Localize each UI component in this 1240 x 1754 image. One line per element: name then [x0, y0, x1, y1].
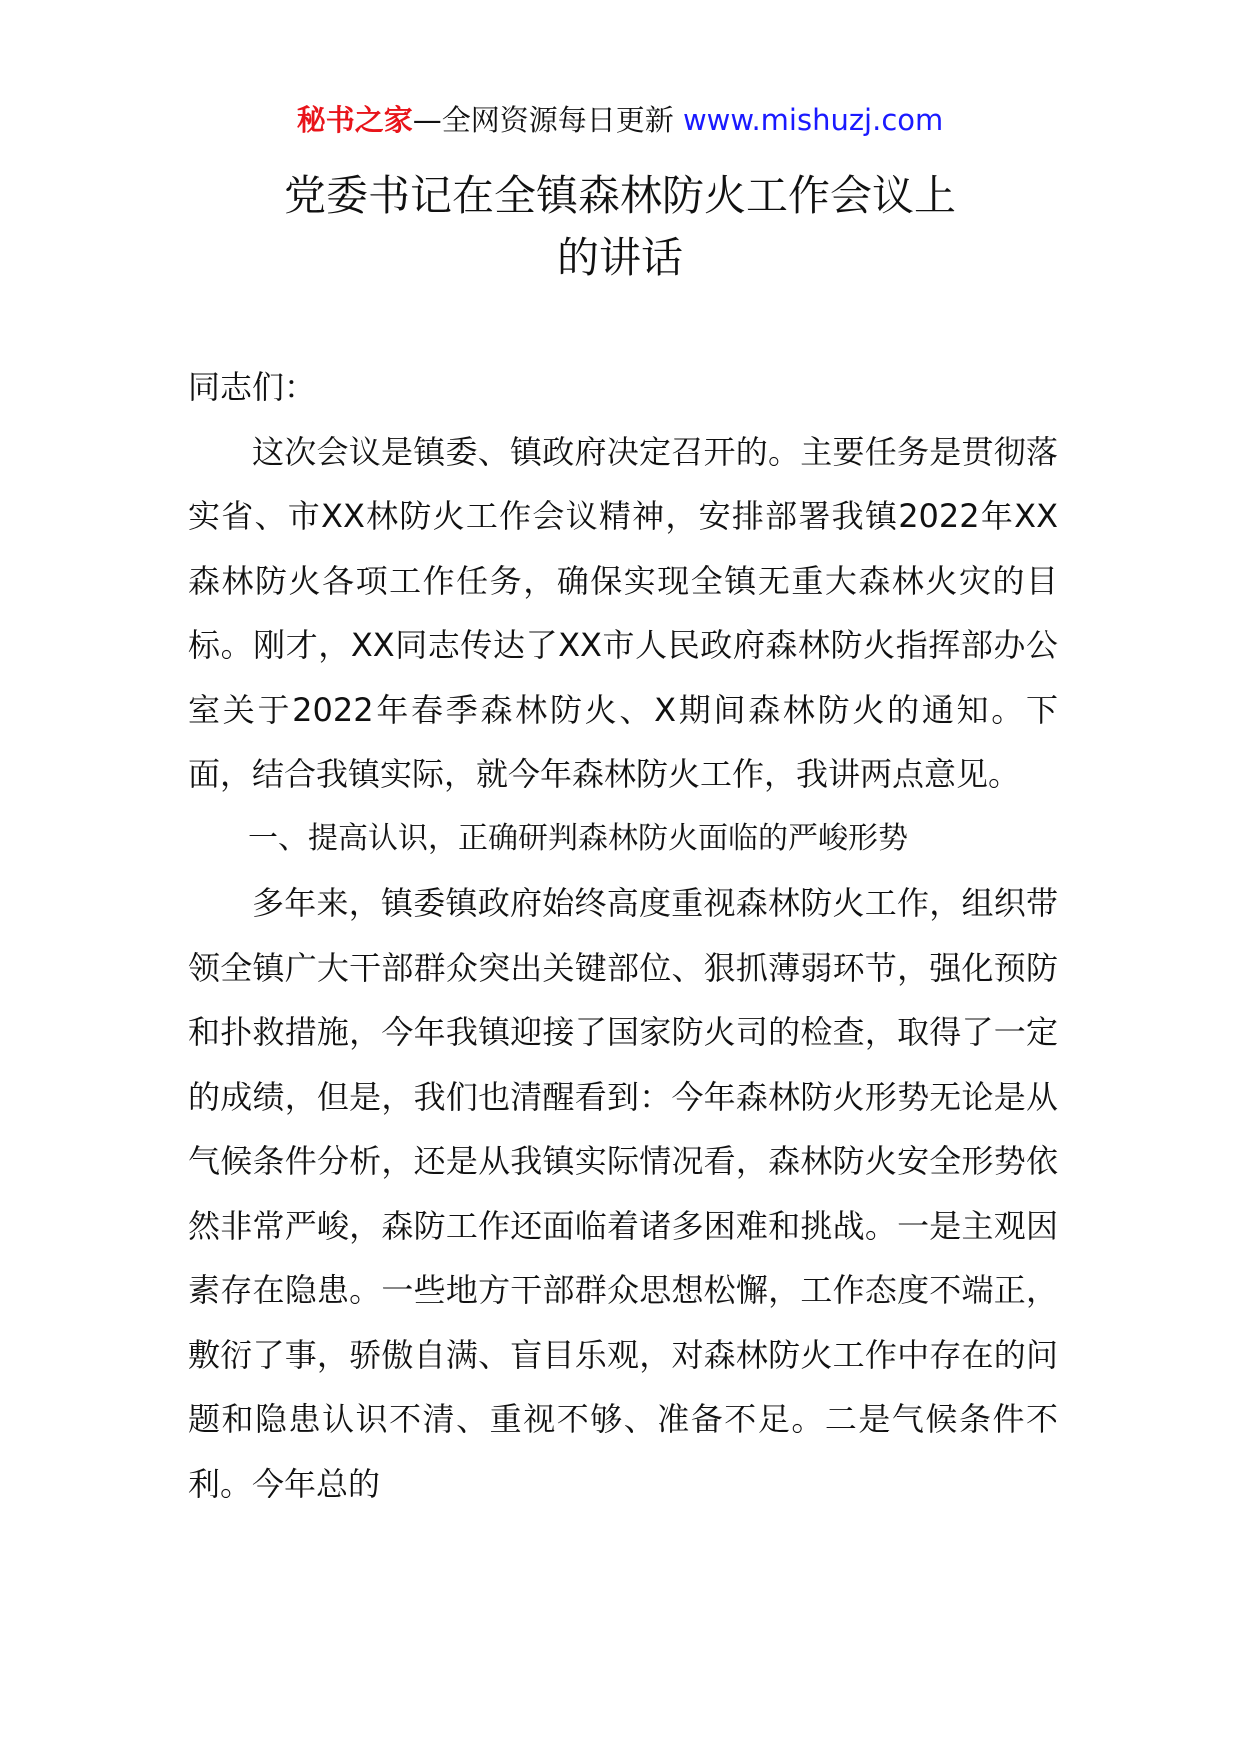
- brand-name: 秘书之家: [296, 103, 413, 137]
- salutation: 同志们：: [188, 368, 317, 406]
- title-line-2: 的讲话: [556, 233, 683, 282]
- paragraph-situation: 多年来，镇委镇政府始终高度重视森林防火工作，组织带领全镇广大干部群众突出关键部位、狠抓薄弱环节，强化预防和扑救措施，今年我镇迎接了国家防火司的检查，取得了一定的成绩，但是，我们也清醒看到：今年森林防火形势无论是从气候条件分析，还是从我镇实际情况看，森林防火安全形势依然非常严峻，森防工作还面临着诸多困难和挑战。一是主观因素存在隐患。一些地方干部群众思想松懈，工作态度不端正，敷衍了事，骄傲自满、盲目乐观，对森林防火工作中存在的问题和隐患认识不清、重视不够、准备不足。二是气候条件不利。今年总的: [188, 884, 1058, 1503]
- document-title: [0, 165, 1240, 289]
- site-header: [0, 100, 1240, 140]
- header-slogan: —全网资源每日更新: [412, 103, 683, 137]
- section-heading-1: 一、提高认识，正确研判森林防火面临的严峻形势: [248, 820, 908, 856]
- document-body: [188, 355, 1058, 1516]
- paragraph-intro: 这次会议是镇委、镇政府决定召开的。主要任务是贯彻落实省、市XX林防火工作会议精神，安排部署我镇2022年XX森林防火各项工作任务，确保实现全镇无重大森林火灾的目标。刚才，XX同志传达了XX市人民政府森林防火指挥部办公室关于2022年春季森林防火、X期间森林防火的通知。下面，结合我镇实际，就今年森林防火工作，我讲两点意见。: [188, 432, 1058, 793]
- title-line-1: 党委书记在全镇森林防火工作会议上: [283, 171, 956, 220]
- site-url-link[interactable]: www.mishuzj.com: [682, 103, 944, 137]
